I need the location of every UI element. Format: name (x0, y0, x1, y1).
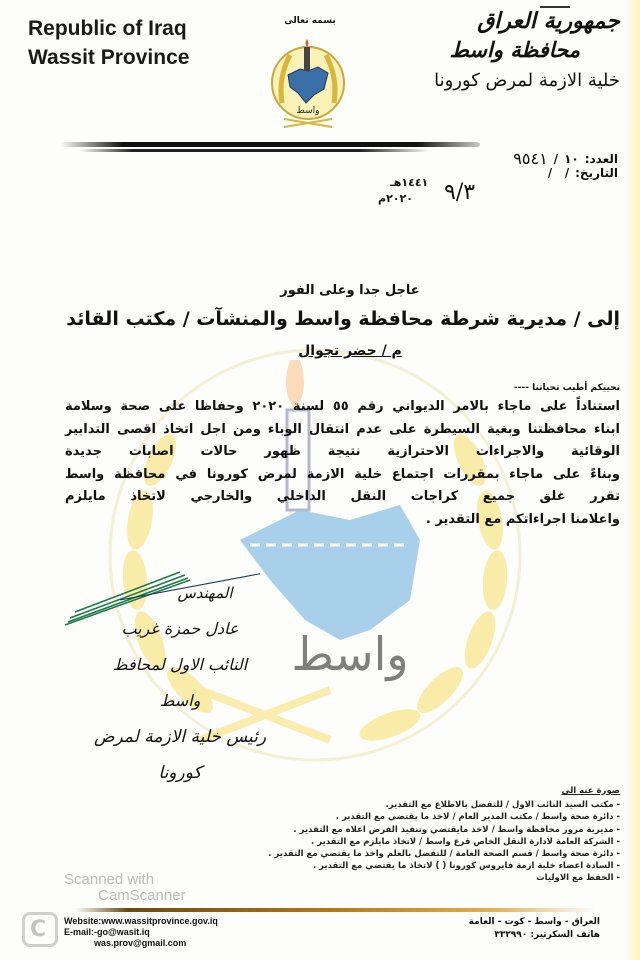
footer-divider (75, 908, 595, 912)
date-gregorian: ٢٠٢٠م (378, 192, 413, 205)
camscanner-logo-icon: C (22, 912, 58, 947)
scan-edge-shadow (626, 0, 640, 960)
signatory-position: النائب الاول لمحافظ واسط (112, 655, 248, 710)
header-ar-province: محافظة واسط (449, 37, 580, 62)
number-label: العدد: (584, 152, 618, 166)
subject-line (0, 343, 640, 359)
cc-item: - دائرة صحة واسط / قسم الصحة العامة / للتفضل بالعلم واخذ ما يقتضي مع التقدير . (268, 848, 620, 860)
cc-item: - دائرة صحة واسط / مكتب المدير العام / لاخذ ما يقتضي مع التقدير . (268, 811, 620, 823)
recipient-line: إلى / مديرية شرطة محافظة واسط والمنشآت / مكتب القائد (66, 308, 620, 330)
body-line: تقرر غلق جميع كراجات النقل الداخلي والخارجي لاتخاذ مايلزم (65, 489, 620, 504)
signatory-title: المهندس (177, 584, 233, 602)
cc-item: - مديرية مرور محافظة واسط / لاخذ مايقتضي وتنفيذ الفرض اعلاه مع التقدير . (268, 824, 620, 836)
number-separator: / (553, 152, 559, 166)
signatory-name: عادل حمزة غريب (121, 619, 239, 638)
cc-item: - الحفظ مع الاوليات (268, 872, 620, 884)
signatory-role: رئيس خلية الازمة لمرض كورونا (93, 727, 267, 783)
province-logo (270, 33, 346, 137)
scanner-line2: CamScanner (98, 887, 186, 904)
header-province: Wassit Province (28, 46, 190, 69)
footer-email1: E-mail:-go@wasit.iq (64, 927, 150, 937)
body-line: استناداً على ماجاء بالامر الديواني رقم ٥٥ لسنة ٢٠٢٠ وحفاظا على صحة وسلامة (65, 399, 620, 414)
logo-tower (304, 47, 310, 71)
reference-block (513, 149, 618, 180)
footer-address-line: العراق - واسط - كوت - العامة (468, 917, 600, 927)
cc-item: - السادة اعضاء خلية ازمة فايروس كورونا ( ) لاتخاذ ما يقتضي مع التقدير . (268, 860, 620, 872)
cc-item: - الشركة العامة لادارة النقل الخاص فرع واسط / لاتخاذ مايلزم مع التقدير . (268, 836, 620, 848)
header-ar-cell: خلية الازمة لمرض كورونا (434, 70, 620, 91)
header-country: Republic of Iraq (28, 17, 187, 40)
date-hijri: ١٤٤١هـ (390, 176, 429, 189)
urgency-note: عاجل جدا وعلى الفور (280, 283, 420, 298)
header-overline (540, 6, 570, 8)
scanner-line1: Scanned with (64, 871, 155, 888)
body-line: الوقائية والاجراءات الاحترازية نتيجة ظهور حالات اصابات جديدة (65, 444, 620, 459)
watermark-caption: واسط (291, 627, 409, 681)
logo-ribbon (284, 119, 332, 127)
cc-item: - مكتب السيد النائب الاول / للتفضل بالاطلاع مع التقدير. (268, 799, 620, 811)
arabic-header (434, 6, 620, 96)
date-separators: / / (547, 166, 570, 180)
signature-block (90, 575, 270, 791)
greeting: نحييكم أطيب تحياتنا ---- (514, 383, 620, 393)
footer-website: Website:www.wassitprovince.gov.iq (64, 916, 218, 926)
date-label: التاريخ: (575, 166, 618, 180)
header-ar-country: جمهورية العراق (477, 8, 620, 34)
date-handwritten: ٩/٣ (444, 180, 476, 205)
english-header (28, 14, 189, 72)
cc-title: صورة عنه الى (561, 786, 620, 796)
bismillah-text: بسمه تعالى (284, 16, 336, 26)
footer-email2: was.prov@gmail.com (94, 938, 187, 948)
body-line: واعلامنا اجراءاتكم مع التقدير . (425, 511, 620, 527)
logo-flame (306, 39, 309, 47)
body-line: وبناءً على ماجاء بمقررات اجتماع خلية الازمة لمرض كورونا في محافظة واسط (65, 466, 620, 482)
cc-list (268, 785, 620, 885)
number-prefix: ١٠ (564, 152, 579, 166)
logo-caption: واسط (296, 106, 320, 116)
number-value: ٩٥٤١ (513, 149, 548, 168)
scanner-watermark (64, 872, 186, 904)
footer-address (469, 916, 600, 942)
header-divider-secondary (80, 149, 430, 152)
header-divider (60, 142, 480, 147)
footer-phone: هاتف السكرتير: ٣٣٢٩٩٠ (494, 930, 600, 940)
body-line: ابناء محافظتنا وبغية السيطرة على عدم انتقال الوباء ومن اجل اتخاذ اقصى التدابير (65, 421, 620, 437)
subject-text: م / حضر تجوال (298, 343, 402, 359)
footer-contact (64, 916, 218, 949)
letter-body (65, 396, 620, 531)
